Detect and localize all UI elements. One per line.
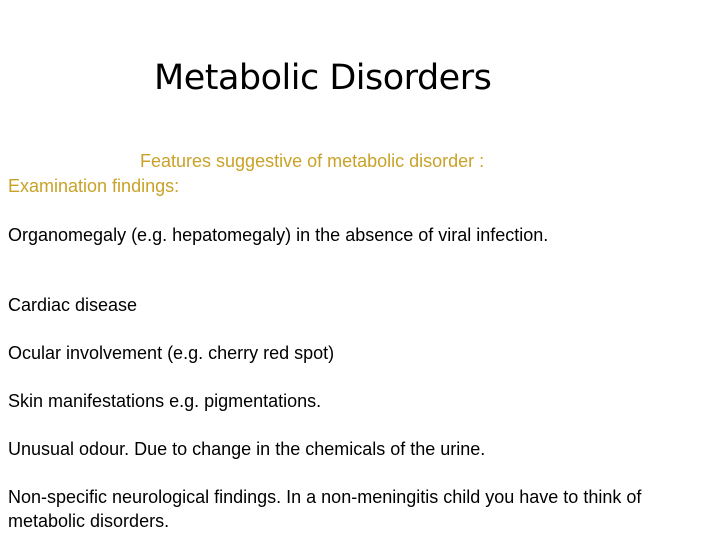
finding-item: Cardiac disease <box>8 295 138 315</box>
finding-item: Organomegaly (e.g. hepatomegaly) in the absence of viral infection. <box>8 225 549 245</box>
slide-title: Metabolic Disorders <box>154 58 492 98</box>
finding-item: Ocular involvement (e.g. cherry red spot) <box>8 343 335 363</box>
finding-item: Unusual odour. Due to change in the chemicals of the urine. <box>8 439 486 459</box>
finding-item: Non-specific neurological findings. In a non-meningitis child you have to think of metabolic disorders. <box>8 487 642 531</box>
examination-heading: Examination findings: <box>8 176 180 196</box>
finding-item: Skin manifestations e.g. pigmentations. <box>8 391 322 411</box>
slide-subtitle: Features suggestive of metabolic disorder : <box>140 151 485 171</box>
